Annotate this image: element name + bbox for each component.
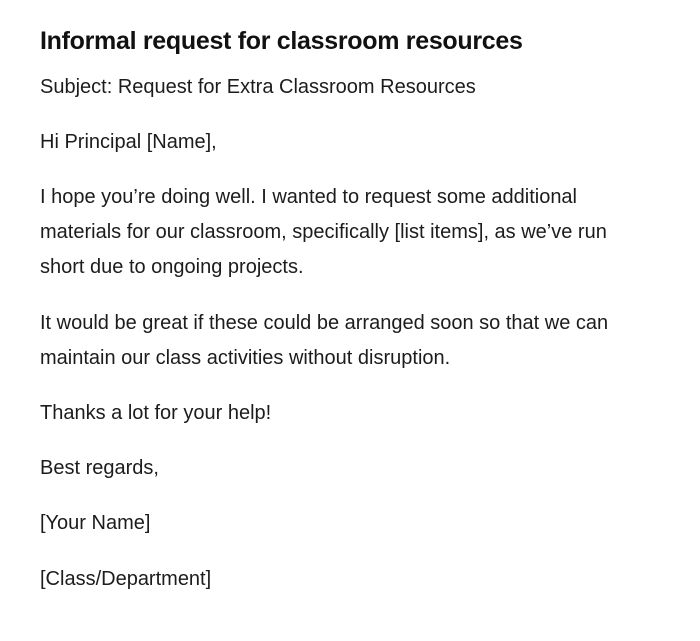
closing-line: Best regards, (40, 457, 159, 479)
letter-document (40, 26, 640, 597)
greeting-line: Hi Principal [Name], (40, 131, 217, 153)
thanks-line: Thanks a lot for your help! (40, 402, 272, 424)
body-paragraph-1: I hope you’re doing well. I wanted to request some additional materials for our classroom, specifically [list items], as we’ve run short due to ongoing projects. (40, 186, 607, 278)
signature-name: [Your Name] (40, 512, 151, 534)
body-paragraph-2: It would be great if these could be arranged soon so that we can maintain our class activities without disruption. (40, 312, 609, 369)
signature-department: [Class/Department] (40, 568, 212, 590)
document-title: Informal request for classroom resources (40, 27, 523, 55)
subject-line: Subject: Request for Extra Classroom Resources (40, 76, 476, 98)
